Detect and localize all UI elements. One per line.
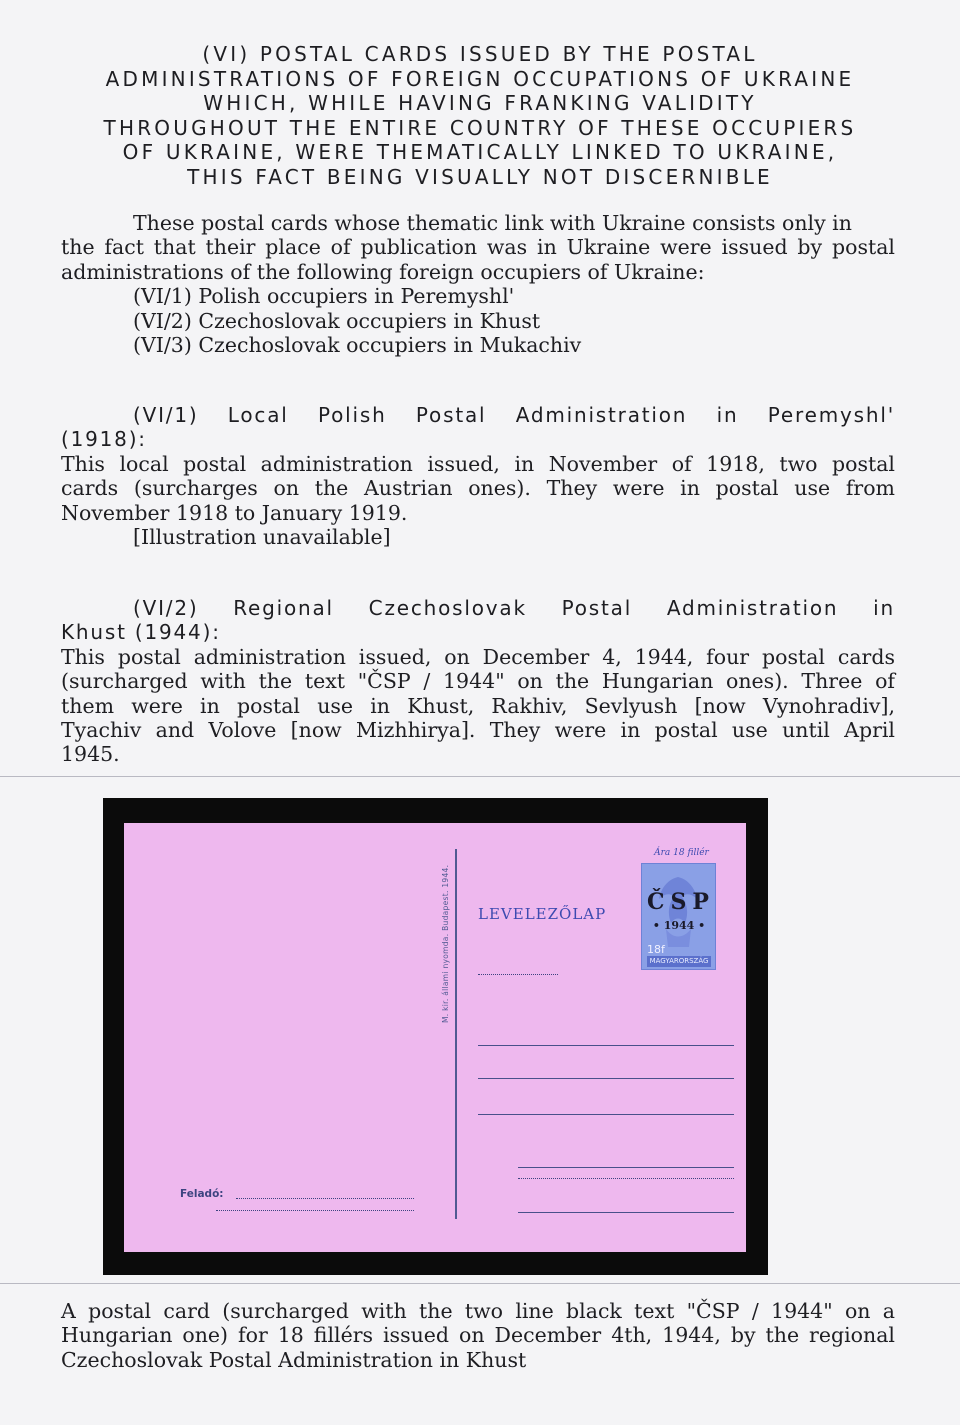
postcard-frame <box>103 798 768 1275</box>
section-heading-cont: Khust (1944): <box>61 620 221 645</box>
occupier-list-item: (VI/2) Czechoslovak occupiers in Khust <box>133 308 541 333</box>
section-body-line: them were in postal use in Khust, Rakhiv, Sevlyush [now Vynohradiv], <box>61 693 895 718</box>
section-body-line: 1945. <box>61 742 120 767</box>
address-line <box>478 974 558 975</box>
address-line <box>478 1045 734 1046</box>
caption-line: A postal card (surcharged with the two line black text "ČSP / 1944" on a <box>61 1299 895 1323</box>
section-heading: (VI/1) Local Polish Postal Administration in Peremyshl' <box>133 403 895 427</box>
stamp-value: 18f <box>647 943 665 956</box>
title-line: WHICH, WHILE HAVING FRANKING VALIDITY <box>203 91 757 116</box>
stamp-price: Ára 18 fillér <box>654 848 709 858</box>
intro-line: These postal cards whose thematic link with Ukraine consists only in <box>133 211 852 235</box>
overprint-csp: ČSP <box>647 889 715 915</box>
sender-label: Feladó: <box>180 1188 224 1200</box>
section-body-line: This local postal administration issued, in November of 1918, two postal <box>61 451 895 476</box>
address-line <box>478 1078 734 1079</box>
overprint-year: • 1944 • <box>652 919 706 932</box>
section-heading: (VI/2) Regional Czechoslovak Postal Administration in <box>133 596 895 620</box>
imprinted-stamp <box>641 848 716 970</box>
sender-line <box>216 1210 414 1211</box>
stamp-country: MAGYARORSZÁG <box>647 956 711 967</box>
illustration-note: [Illustration unavailable] <box>133 525 391 550</box>
postcard-divider <box>455 849 457 1219</box>
printer-imprint: M. kir. állami nyomda. Budapest. 1944. <box>441 864 450 1023</box>
address-line <box>518 1178 734 1179</box>
separator-rule <box>0 1283 960 1284</box>
address-line <box>478 1114 734 1115</box>
section-vi-2 <box>61 596 895 767</box>
separator-rule <box>0 776 960 777</box>
section-heading-cont: (1918): <box>61 427 147 452</box>
section-body-line: cards (surcharges on the Austrian ones). They were in postal use from <box>61 476 895 501</box>
caption-line: Czechoslovak Postal Administration in Khust <box>61 1347 527 1372</box>
section-vi-1 <box>61 403 895 549</box>
postcard-title: LEVELEZŐLAP <box>478 905 607 923</box>
section-body-line: This postal administration issued, on December 4, 1944, four postal cards <box>61 644 895 669</box>
title-line: THROUGHOUT THE ENTIRE COUNTRY OF THESE OCCUPIERS <box>103 115 857 140</box>
figure-caption <box>61 1299 895 1372</box>
caption-line: Hungarian one) for 18 fillérs issued on December 4th, 1944, by the regional <box>61 1323 895 1348</box>
sender-line <box>236 1198 414 1199</box>
postcard <box>124 823 746 1252</box>
section-body-line: (surcharged with the text "ČSP / 1944" on the Hungarian ones). Three of <box>61 669 895 694</box>
address-line <box>518 1212 734 1213</box>
intro-line: administrations of the following foreign occupiers of Ukraine: <box>61 259 705 284</box>
occupier-list-item: (VI/1) Polish occupiers in Peremyshl' <box>133 284 515 309</box>
address-line <box>518 1167 734 1168</box>
title-line: OF UKRAINE, WERE THEMATICALLY LINKED TO UKRAINE, <box>122 140 838 165</box>
intro-paragraph <box>61 211 895 357</box>
occupier-list-item: (VI/3) Czechoslovak occupiers in Mukachiv <box>133 333 582 358</box>
section-body-line: November 1918 to January 1919. <box>61 500 408 525</box>
title-line: (VI) POSTAL CARDS ISSUED BY THE POSTAL <box>202 42 758 66</box>
section-body-line: Tyachiv and Volove [now Mizhhirya]. They were in postal use until April <box>61 718 895 743</box>
title-line: ADMINISTRATIONS OF FOREIGN OCCUPATIONS OF UKRAINE <box>105 66 855 91</box>
intro-line: the fact that their place of publication was in Ukraine were issued by postal <box>61 235 895 260</box>
page-title <box>40 42 920 190</box>
title-line: THIS FACT BEING VISUALLY NOT DISCERNIBLE <box>187 164 773 189</box>
